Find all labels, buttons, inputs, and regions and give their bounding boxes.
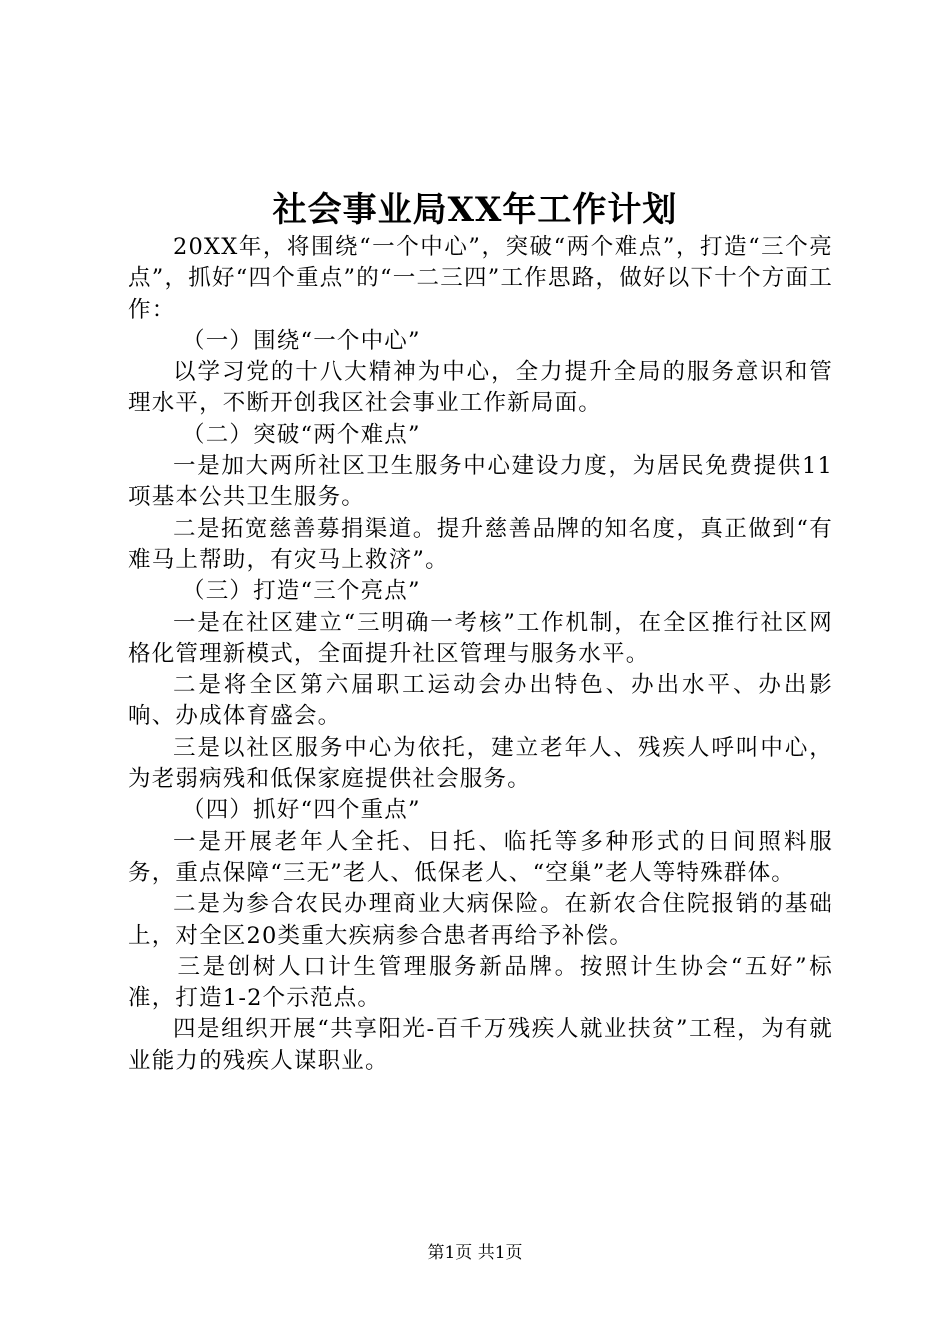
section-heading-2: （二）突破“两个难点” [182,421,421,448]
paragraph: 一是加大两所社区卫生服务中心建设力度，为居民免费提供11项基本公共卫生服务。 [128,453,833,511]
section-heading-3: （三）打造“三个亮点” [182,578,421,605]
paragraph: 以学习党的十八大精神为中心，全力提升全局的服务意识和管理水平，不断开创我区社会事业工作新局面。 [128,359,833,417]
section-heading-4: （四）抓好“四个重点” [182,797,421,824]
paragraph: 三是以社区服务中心为依托，建立老年人、残疾人呼叫中心，为老弱病残和低保家庭提供社会服务。 [128,734,833,793]
paragraph: 四是组织开展“共享阳光-百千万残疾人就业扶贫”工程，为有就业能力的残疾人谋职业。 [128,1016,833,1074]
paragraph: 三是创树人口计生管理服务新品牌。按照计生协会“五好”标准，打造1-2个示范点。 [128,953,833,1012]
document-title: 社会事业局XX年工作计划 [272,190,678,230]
document-body [128,232,833,1077]
paragraph-intro: 20XX年，将围绕“一个中心”，突破“两个难点”，打造“三个亮点”，抓好“四个重点”的“一二三四”工作思路，做好以下十个方面工作： [128,234,833,323]
paragraph: 二是将全区第六届职工运动会办出特色、办出水平、办出影响、办成体育盛会。 [128,672,833,730]
paragraph: 二是拓宽慈善募捐渠道。提升慈善品牌的知名度，真正做到“有难马上帮助，有灾马上救济”。 [128,515,833,573]
page-footer: 第1页 共1页 [427,1243,523,1263]
section-heading-1: （一）围绕“一个中心” [182,327,421,354]
paragraph: 二是为参合农民办理商业大病保险。在新农合住院报销的基础上，对全区20类重大疾病参合患者再给予补偿。 [128,891,833,949]
paragraph: 一是开展老年人全托、日托、临托等多种形式的日间照料服务，重点保障“三无”老人、低保老人、“空巢”老人等特殊群体。 [128,828,833,886]
paragraph: 一是在社区建立“三明确一考核”工作机制，在全区推行社区网格化管理新模式，全面提升社区管理与服务水平。 [128,609,833,667]
